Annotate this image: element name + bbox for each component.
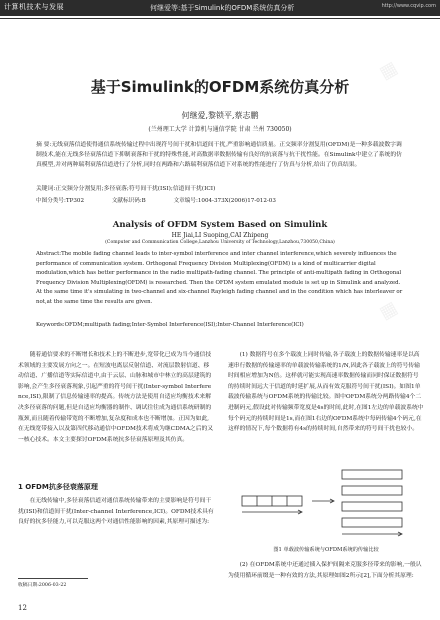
article-number: 文章编号:1004-373X(2006)17-012-03 [173, 198, 276, 204]
section-heading: 1 OFDM抗多径衰落原理 [18, 483, 98, 491]
paper-title-en: Analysis of OFDM System Based on Simulink [112, 220, 328, 230]
ofdm-parallel-diagram [312, 470, 402, 536]
footnote-received-date: 收稿日期:2006-03-22 [18, 583, 67, 588]
keywords-en: Keywords:OFDM;multipath fading;Inter-Symbol Interference(ISI);Inter-Channel Interference(ICI) [36, 322, 304, 328]
figure-caption: 图1 单载波传输系统与OFDM系统的传输比较 [273, 547, 379, 553]
affiliation-zh: (兰州理工大学 计算机与通信学院 甘肃 兰州 730050) [148, 126, 292, 133]
background-watermark: ▦ [375, 57, 402, 84]
affiliation-en: (Computer and Communication College,Lanzhou University of Technology,Lanzhou,730050,China) [105, 240, 335, 245]
abstract-en: Abstract:The mobile fading channel leads to inter-symbol interference and inter channel interference,which severely influences the performance of communication system. Orthogonal Frequency Division Multiplexing(OFDM) is a kind of multicarrier digital modulation,which has better performance in the radio multipath-fading channel. The principle of anti-multipath fading in Orthogonal Frequency Division Multiplexing(OFDM) is researched. Then the OFDM system emulated module is set up in Simulink and analyzed. At the same time it's simulating in two-channel and six-channel Rayleigh fading channel and in the condition which has interleaver or not,at the same time the results are given. [36, 251, 403, 305]
footnote-rule [18, 578, 88, 579]
page-number: 12 [18, 604, 27, 612]
classification-line [36, 196, 404, 204]
site-watermark: http://www.cqvip.com [381, 3, 436, 9]
background-watermark: ▦ [375, 297, 402, 324]
header-rule [0, 18, 440, 19]
body-point2-paragraph: (2) 在OFDM系统中还通过插入保护间隔来克服多径带来的影响,一般认为使用循环前缀是一种有效的方法,其原理如图2所示[2],下面分析其原理: [228, 562, 422, 579]
body-section1-paragraph: 在无线传输中,多径衰落信道对通信系统传输带来的主要影响是符号间干扰(ISI)和信道间干扰(Inter-channel Interference,ICI)。OFDM技术具有良好的抗多径能力,可以克服这两个对通信性能影响的因素,其原理可描述为: [18, 498, 214, 526]
authors-zh: 何继爱,黎锁平,蔡志鹏 [181, 111, 259, 120]
authors-en: HE Jiai,LI Suoping,CAI Zhipeng [171, 232, 269, 239]
keywords-zh: 关键词:正交频分分割复用;多径衰落;符号间干扰(ISI);信道间干扰(ICI) [36, 186, 216, 192]
document-code: 文献标识码:B [111, 198, 146, 204]
single-carrier-diagram [242, 496, 302, 514]
running-title: 何继爱等:基于Simulink的OFDM系统仿真分析 [150, 4, 295, 12]
body-intro-paragraph: 随着通信要求的不断增长和技术上的不断进步,宽带化已成为当今通信技术领域的主要发展方向之一。在短波电离层反射信道、对流层散射信道、移动信道、广播信道等实际信道中,由于云层、山脉和城市中林立的高层建筑的影响,会产生多径衰落现象,引起严重的符号间干扰(Inter-symbol Interference,ISI),限制了信息传输速率的提高。传统方法是使用自适应均衡技术来解决多径衰落的问题,但是自适应均衡器的制作、调试往往成为通信系统研制的瓶颈,而且随着传输带宽的不断增加,复杂度和成本也不断增加。正因为如此,在无线宽带接入以及第四代移动通信中OFDM技术将成为继CDMA之后的又一核心技术。本文主要探讨OFDM系统抗多径衰落原理及其仿真。 [18, 352, 214, 443]
body-point1-paragraph: (1) 数据符号在多个载波上同时传输,各子载波上的数据传输速率是以高速串行数据的传输速率的单载波传输系统的1/N,因此各子载波上的符号传输时间相应增加为N倍。这样就可能实现高速率数据传输而同时保证数据符号的持续时间远大于信道的时延扩展,从而有效克服符号间干扰(ISI)。如图1单载波传输系统与OFDM系统的传输比较。图中OFDM系统分两路传输4个二进制码元,假设此对传输频带宽度是4s的时间,此时,在图1左边的单载波系统中每个码元的持续时间是1s,而在图1右边的OFDM系统中每码传输4个码元,在这样的情况下,每个数据将有4s的持续时间,自然带来的符号间干扰也较小。 [228, 352, 424, 433]
journal-name: 计算机技术与发展 [4, 3, 64, 11]
paper-title-zh: 基于Simulink的OFDM系统仿真分析 [90, 78, 350, 96]
figure-1-diagram [232, 462, 420, 542]
abstract-zh: 摘 要:无线衰落信道使得通信系统传输过程中出现符号间干扰和信道间干扰,严重影响通信质量。正交频率分割复用(OFDM)是一种多载波数字调制技术,能在无线多径衰落信道下抑制衰落和干扰的特殊性能,对高数据率数据传输有良好的抗衰落与抗干扰性能。在Simulink中建立了系统的仿真模型,并对两种瑞利衰落信道进行了分析,同时在两路和六路瑞利衰落信道下对系统的性能进行了仿真与分析,给出了仿真结果。 [36, 142, 402, 168]
clc-number: 中图分类号:TP302 [36, 198, 85, 204]
